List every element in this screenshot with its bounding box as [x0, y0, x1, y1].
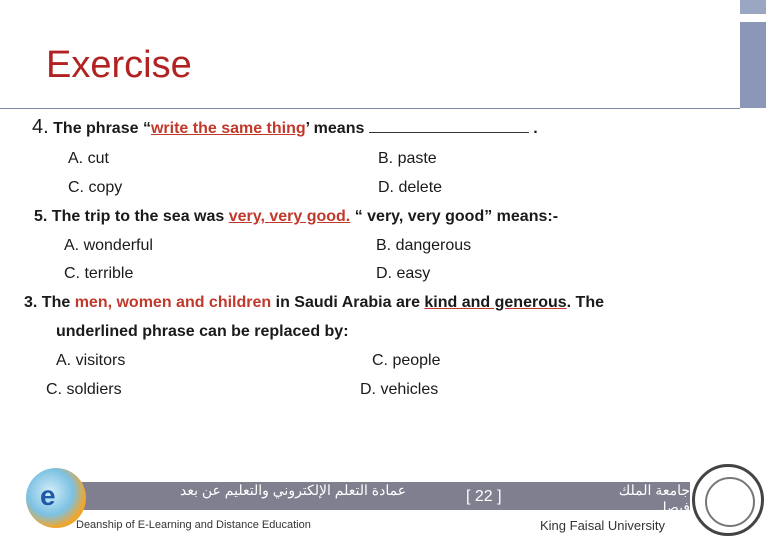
footer-bar [70, 482, 690, 515]
question-text-mid: in Saudi Arabia are [271, 294, 425, 311]
period: . [533, 120, 538, 137]
footer [0, 464, 780, 540]
question-4 [32, 116, 538, 139]
page-number: [ 22 ] [466, 488, 502, 505]
option: B. paste [378, 150, 437, 167]
question-text: The phrase “ [53, 120, 151, 137]
question-text: 5. The trip to the sea was [34, 208, 229, 225]
option: B. dangerous [376, 237, 472, 254]
question-text-end: ’ means [305, 120, 365, 137]
university-seal-icon [692, 464, 764, 536]
question-3 [24, 294, 604, 312]
option: D. vehicles [360, 381, 439, 398]
elearning-logo-icon: e [26, 468, 86, 528]
option: C. terrible [64, 265, 134, 282]
option: D. easy [376, 265, 431, 282]
option: A. visitors [56, 352, 126, 369]
highlighted-phrase: write the same thing [150, 120, 306, 137]
underlined-phrase: kind and generous [424, 294, 567, 311]
question-5 [34, 208, 558, 226]
option: C. people [372, 352, 441, 369]
option: C. copy [68, 179, 123, 196]
question-3-line2: underlined phrase can be replaced by: [56, 323, 349, 340]
question-text-end: “ very, very good” means:- [350, 208, 559, 225]
option: A. cut [68, 150, 109, 167]
slide-title: Exercise [46, 44, 192, 86]
question-text-end: . The [566, 294, 604, 311]
decor-square-bottom [740, 22, 766, 108]
university-english: King Faisal University [540, 518, 665, 533]
question-text: 3. The [24, 294, 75, 311]
corner-decoration [740, 0, 780, 108]
decor-square-top [740, 0, 766, 14]
deanship-arabic: عمادة التعلم الإلكتروني والتعليم عن بعد [180, 482, 407, 498]
option: A. wonderful [64, 237, 153, 254]
deanship-english: Deanship of E-Learning and Distance Education [76, 519, 311, 531]
answer-blank [369, 118, 529, 133]
highlighted-phrase: very, very good. [228, 208, 351, 225]
university-arabic: جامعة الملك فيصل [618, 482, 690, 515]
option: D. delete [378, 179, 443, 196]
question-number: 4. [32, 116, 49, 138]
option: C. soldiers [46, 381, 122, 398]
highlighted-phrase: men, women and children [74, 294, 272, 311]
